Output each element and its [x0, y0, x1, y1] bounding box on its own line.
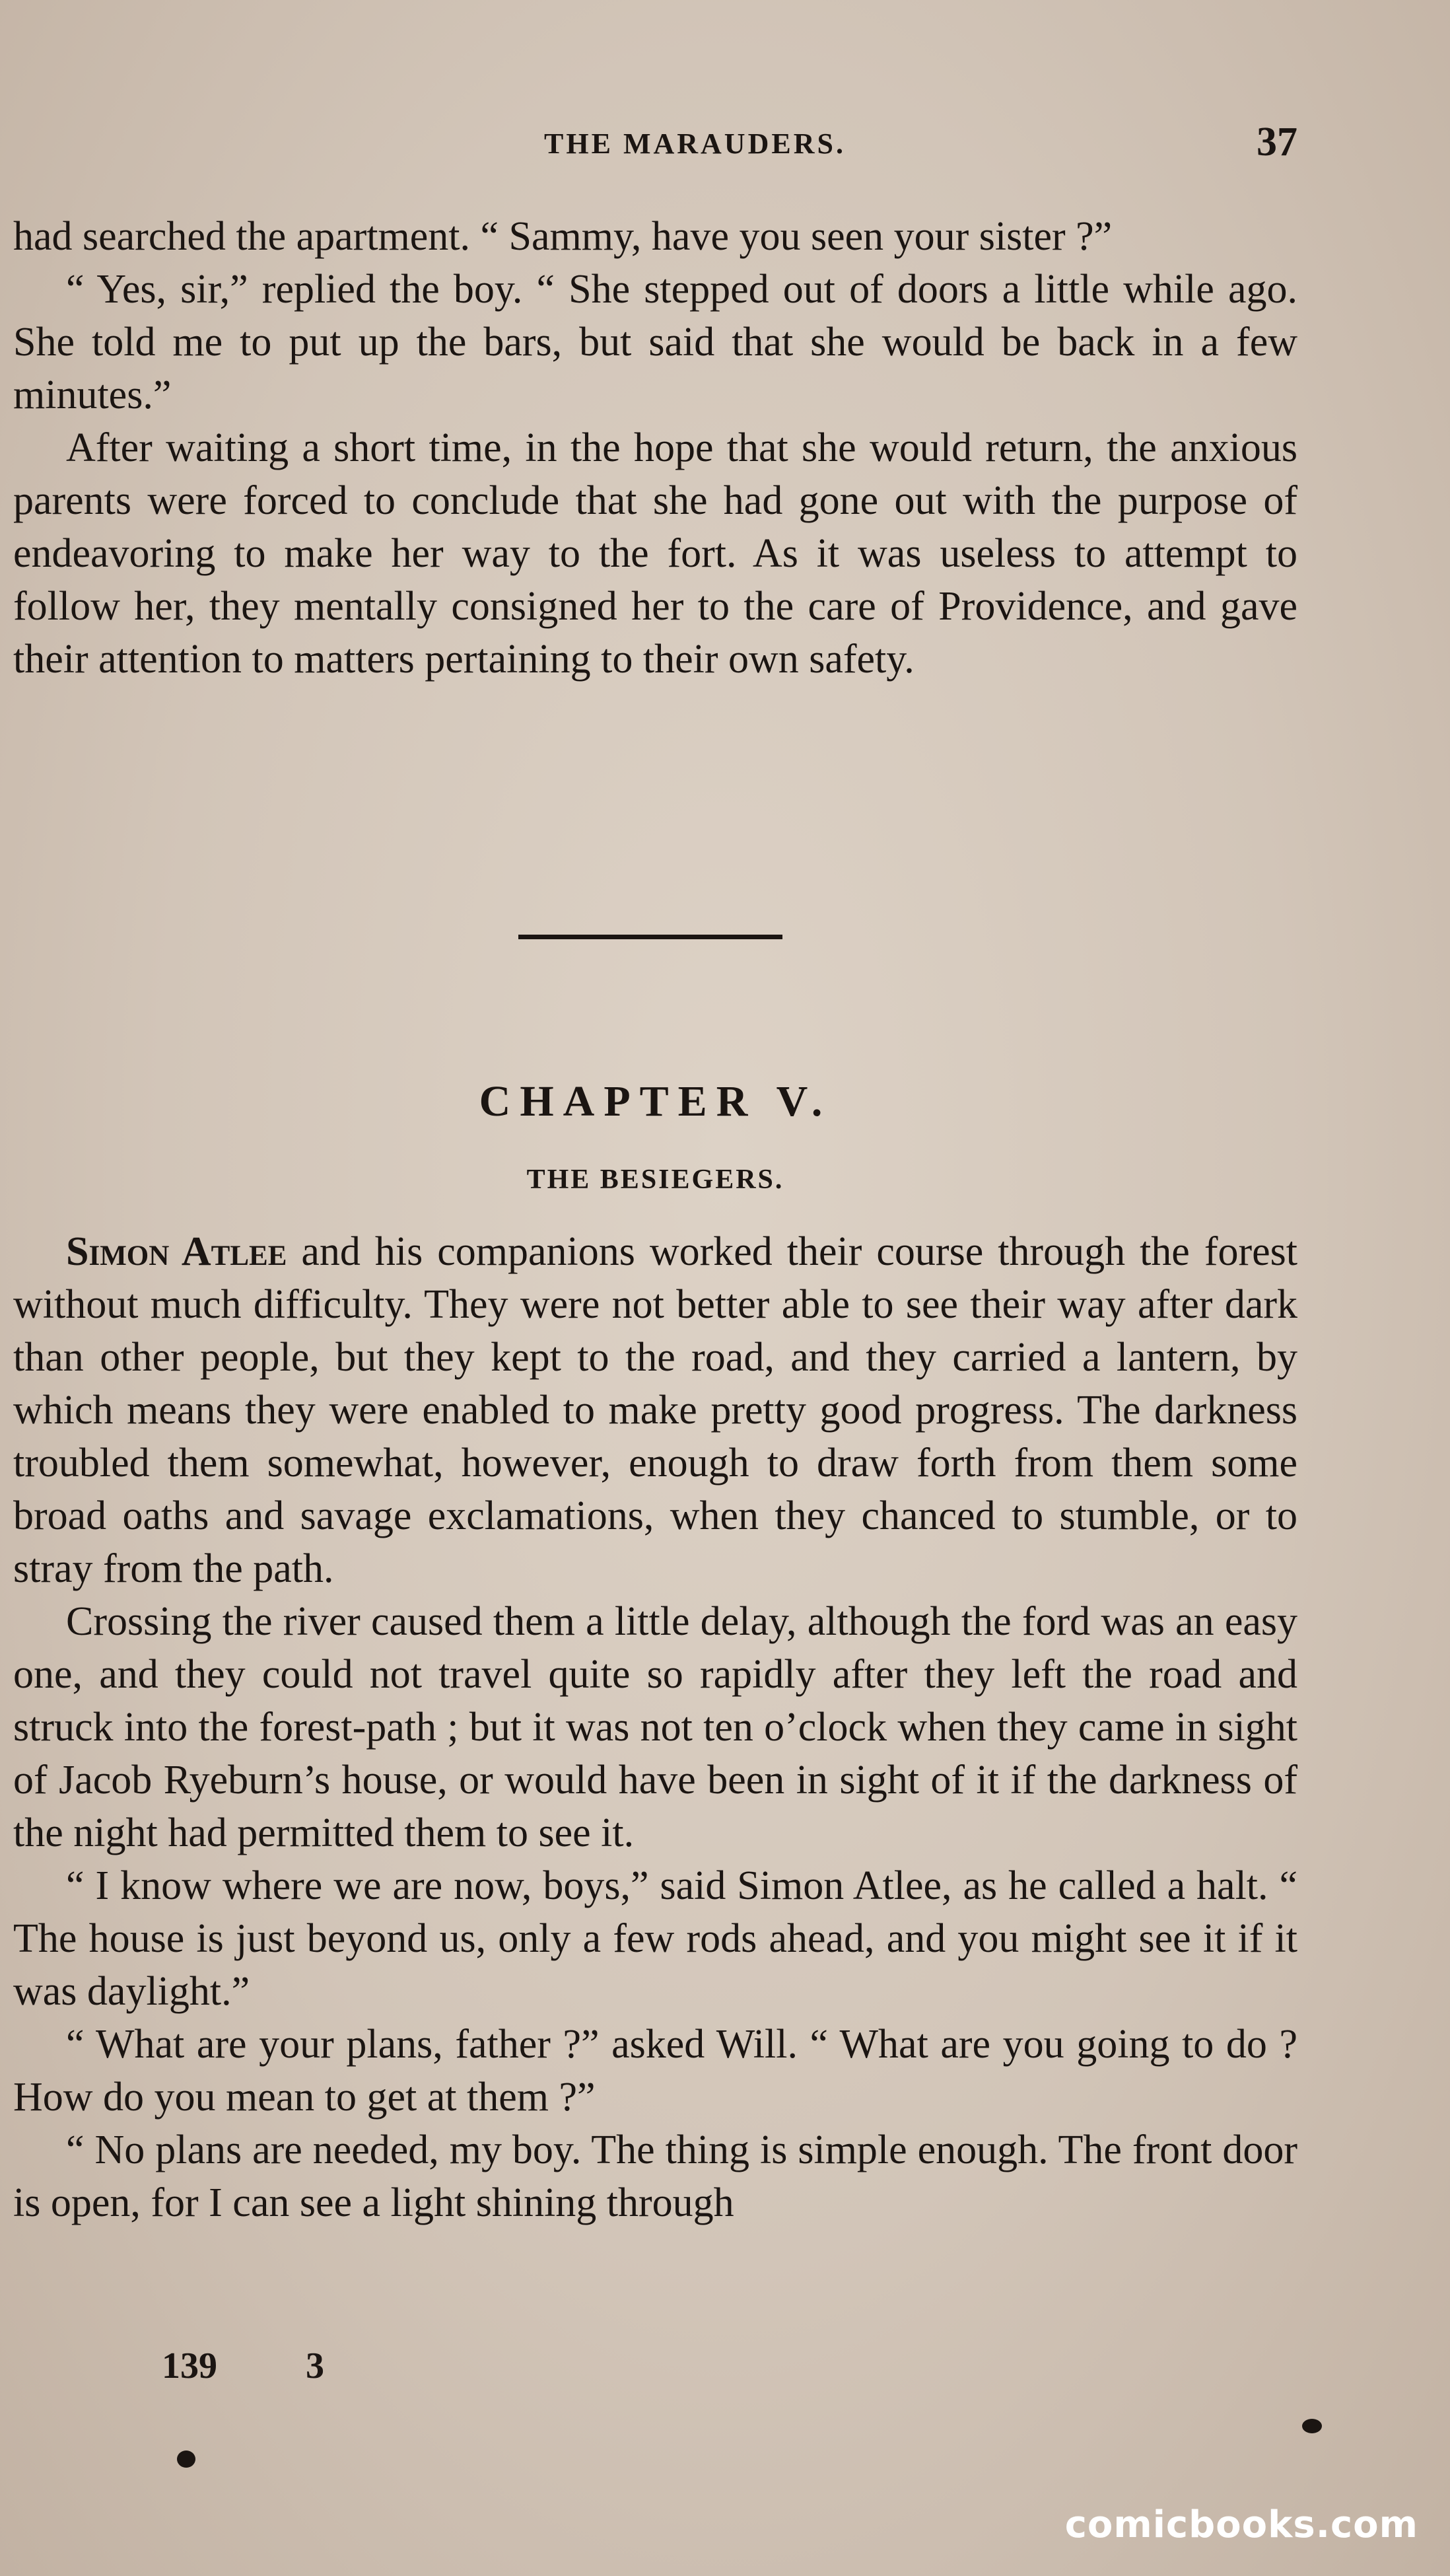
- opening-paragraph-text: and his companions worked their course through the forest without much difficulty. They were not better able to see their way after dark than other people, but they kept to the road, and they carried a lantern, by which means they were enabled to make pretty good progress. The darkness troubled them somewhat, however, enough to draw forth from them some broad oaths and savage exclamations, when they chanced to stumble, or to stray from the path.: [13, 1229, 1297, 1591]
- paragraph: had searched the apartment. “ Sammy, have you seen your sister ?”: [13, 214, 1113, 259]
- chapter-body: [13, 1225, 1297, 2229]
- section-divider-rule: [518, 935, 782, 939]
- ink-spot: [1302, 2419, 1322, 2433]
- ink-spot: [177, 2451, 195, 2468]
- opening-paragraph: [13, 1225, 1297, 1595]
- printer-signature-mark: [162, 2345, 324, 2387]
- watermark: comicbooks.com: [1064, 2503, 1418, 2546]
- paragraph: After waiting a short time, in the hope that she would return, the anxious parents were forced to conclude that she had gone out with the purpose of endeavoring to make her way to the fort. As it was useless to attempt to follow her, they mentally consigned her to the care of Providence, and gave their attention to matters pertaining to their own safety.: [13, 425, 1297, 682]
- chapter-subtitle: THE BESIEGERS.: [526, 1164, 784, 1195]
- page-number: 37: [1257, 120, 1297, 164]
- paragraph: “ Yes, sir,” replied the boy. “ She stepped out of doors a little while ago. She told me to put up the bars, but said that she would be back in a few minutes.”: [13, 267, 1297, 417]
- signature-number: 139: [162, 2345, 217, 2386]
- chapter-heading: CHAPTER V.: [479, 1077, 832, 1126]
- lead-name-smallcaps: Simon Atlee: [66, 1229, 287, 1274]
- paragraph: Crossing the river caused them a little delay, although the ford was an easy one, and they could not travel quite so rapidly after they left the road and struck into the forest-path ; but it was not ten o’clock when they came in sight of Jacob Ryeburn’s house, or would have been in sight of it if the darkness of the night had permitted them to see it.: [13, 1599, 1297, 1855]
- signature-letter: 3: [306, 2345, 324, 2386]
- previous-chapter-ending: [13, 210, 1297, 686]
- running-title: THE MARAUDERS.: [544, 127, 846, 160]
- paragraph: “ I know where we are now, boys,” said Simon Atlee, as he called a halt. “ The house is just beyond us, only a few rods ahead, and you might see it if it was daylight.”: [13, 1863, 1297, 2014]
- running-head: [13, 119, 1297, 178]
- paragraph: “ What are your plans, father ?” asked Will. “ What are you going to do ? How do you mean to get at them ?”: [13, 2022, 1297, 2120]
- paragraph: “ No plans are needed, my boy. The thing is simple enough. The front door is open, for I can see a light shining through: [13, 2128, 1297, 2225]
